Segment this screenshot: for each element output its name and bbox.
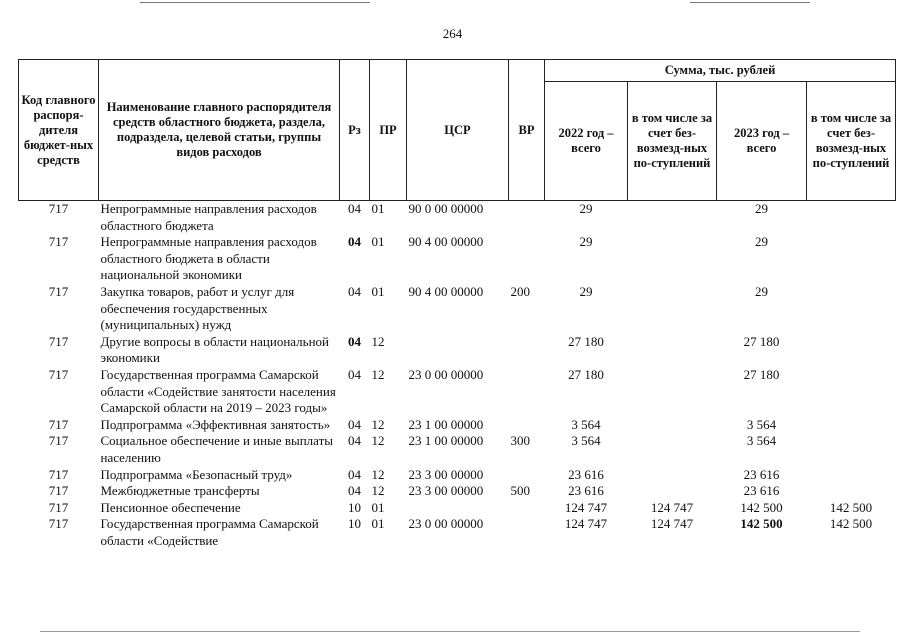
- sum-2022-cell: 27 180: [568, 366, 604, 382]
- code-cell: 717: [48, 283, 69, 299]
- rz-cell: 04: [348, 366, 361, 382]
- sum-2023-grants-cell: 142 500: [829, 516, 873, 532]
- sum-2022-cell: 23 616: [568, 466, 604, 482]
- csr-cell: 23 3 00 00000: [408, 483, 484, 499]
- csr-cell: 23 0 00 00000: [408, 516, 484, 532]
- header-code: Код главного распоря-дителя бюджет-ных средств: [19, 60, 99, 201]
- name-cell: Подпрограмма «Эффективная занятость»: [100, 416, 331, 432]
- sum-2022-cell: 29: [579, 234, 593, 250]
- sum-2022-cell: 23 616: [568, 483, 604, 499]
- name-cell: Межбюджетные трансферты: [100, 483, 260, 499]
- rz-cell: 04: [348, 201, 361, 216]
- sum-2023-cell: 142 500: [740, 499, 783, 515]
- csr-cell: 90 4 00 00000: [408, 234, 484, 250]
- pr-cell: 12: [371, 483, 385, 499]
- csr-cell: 23 1 00 00000: [408, 416, 484, 432]
- rz-cell: 04: [348, 483, 361, 499]
- vr-cell: [509, 334, 545, 367]
- sum-2023-cell: 29: [755, 234, 768, 250]
- pr-cell: 12: [371, 433, 385, 449]
- csr-cell: 23 3 00 00000: [408, 466, 484, 482]
- rz-cell: 04: [348, 433, 361, 449]
- vr-cell: [509, 417, 545, 434]
- header-2023-grants: в том числе за счет без-возмезд-ных по-ступлений: [807, 82, 896, 201]
- vr-cell: 200: [510, 283, 530, 299]
- sum-2022-grants-cell: [628, 467, 717, 484]
- scan-artifact-line: [140, 2, 370, 3]
- header-vr: ВР: [509, 60, 545, 201]
- pr-cell: 12: [371, 333, 385, 349]
- sum-2023-cell: 23 616: [743, 483, 780, 499]
- name-cell: Непрограммные направления расходов областного бюджета: [100, 201, 317, 233]
- name-cell: Непрограммные направления расходов областного бюджета в области национальной экономики: [100, 234, 317, 283]
- sum-2023-grants-cell: [807, 467, 896, 484]
- csr-cell: [407, 334, 509, 367]
- sum-2022-cell: 29: [579, 201, 593, 216]
- sum-2023-cell: 27 180: [743, 366, 780, 382]
- csr-cell: 90 0 00 00000: [408, 201, 484, 216]
- sum-2022-grants-cell: [628, 483, 717, 500]
- code-cell: 717: [48, 333, 69, 349]
- sum-2022-cell: 3 564: [571, 433, 601, 449]
- sum-2023-grants-cell: [807, 234, 896, 284]
- code-cell: 717: [48, 483, 69, 499]
- table-row: [19, 500, 896, 517]
- vr-cell: [509, 500, 545, 517]
- code-cell: 717: [48, 234, 69, 250]
- table-row: [19, 433, 896, 466]
- budget-table: [18, 59, 896, 549]
- name-cell: Государственная программа Самарской области «Содействие занятости населения Самарской области на 2019 – 2023 годы»: [100, 366, 336, 416]
- vr-cell: [509, 467, 545, 484]
- name-cell: Государственная программа Самарской области «Содействие: [100, 516, 319, 548]
- header-name: Наименование главного распорядителя средств областного бюджета, раздела, подраздела, целевой статьи, группы видов расходов: [99, 60, 340, 201]
- code-cell: 717: [48, 416, 69, 432]
- table-row: [19, 483, 896, 500]
- table-row: [19, 367, 896, 417]
- vr-cell: [509, 201, 545, 235]
- rz-cell: 04: [348, 416, 361, 432]
- sum-2022-grants-cell: [628, 234, 717, 284]
- sum-2023-grants-cell: [807, 201, 896, 235]
- vr-cell: 300: [510, 433, 530, 449]
- rz-cell: 04: [348, 283, 361, 299]
- pr-cell: 12: [371, 366, 385, 382]
- sum-2022-grants-cell: [628, 367, 717, 417]
- sum-2022-grants-cell: 124 747: [650, 499, 694, 515]
- sum-2023-grants-cell: [807, 417, 896, 434]
- code-cell: 717: [48, 499, 69, 515]
- sum-2023-cell: 3 564: [746, 433, 777, 449]
- vr-cell: 500: [510, 483, 530, 499]
- header-row: [19, 60, 896, 82]
- table-row: [19, 201, 896, 235]
- scan-artifact-line: [690, 2, 810, 3]
- pr-cell: 01: [371, 499, 385, 515]
- csr-cell: 90 4 00 00000: [408, 283, 484, 299]
- sum-2023-cell: 3 564: [746, 416, 777, 432]
- sum-2022-cell: 3 564: [571, 416, 601, 432]
- code-cell: 717: [48, 201, 69, 216]
- sum-2023-cell: 142 500: [740, 516, 783, 532]
- header-sum: Сумма, тыс. рублей: [545, 60, 896, 82]
- header-2022-total: 2022 год – всего: [545, 82, 628, 201]
- scan-artifact-line: [40, 631, 860, 632]
- pr-cell: 01: [371, 516, 385, 532]
- header-2023-total: 2023 год – всего: [717, 82, 807, 201]
- code-cell: 717: [48, 366, 69, 382]
- name-cell: Социальное обеспечение и иные выплаты населению: [100, 433, 334, 465]
- pr-cell: 01: [371, 201, 385, 216]
- vr-cell: [509, 516, 545, 549]
- rz-cell: 04: [348, 234, 361, 250]
- sum-2023-grants-cell: 142 500: [829, 499, 873, 515]
- sum-2023-cell: 27 180: [743, 333, 780, 349]
- sum-2022-grants-cell: [628, 433, 717, 466]
- name-cell: Закупка товаров, работ и услуг для обеспечения государственных (муниципальных) нужд: [100, 283, 295, 333]
- rz-cell: 10: [348, 516, 361, 532]
- table-row: [19, 234, 896, 284]
- name-cell: Пенсионное обеспечение: [100, 499, 241, 515]
- vr-cell: [509, 367, 545, 417]
- sum-2023-cell: 29: [755, 201, 768, 216]
- sum-2023-grants-cell: [807, 483, 896, 500]
- sum-2023-cell: 23 616: [743, 466, 780, 482]
- csr-cell: [407, 500, 509, 517]
- sum-2022-grants-cell: 124 747: [650, 516, 694, 532]
- sum-2023-cell: 29: [755, 283, 768, 299]
- code-cell: 717: [48, 466, 69, 482]
- code-cell: 717: [48, 516, 69, 532]
- sum-2023-grants-cell: [807, 367, 896, 417]
- pr-cell: 01: [371, 283, 385, 299]
- sum-2022-grants-cell: [628, 284, 717, 334]
- rz-cell: 10: [348, 499, 361, 515]
- table-row: [19, 417, 896, 434]
- csr-cell: 23 1 00 00000: [408, 433, 484, 449]
- table-row: [19, 516, 896, 549]
- table-row: [19, 334, 896, 367]
- header-2022-grants: в том числе за счет без-возмезд-ных по-ступлений: [628, 82, 717, 201]
- rz-cell: 04: [348, 466, 361, 482]
- csr-cell: 23 0 00 00000: [408, 366, 484, 382]
- header-csr: ЦСР: [407, 60, 509, 201]
- header-pr: ПР: [370, 60, 407, 201]
- name-cell: Другие вопросы в области национальной экономики: [100, 333, 329, 366]
- sum-2022-grants-cell: [628, 201, 717, 235]
- sum-2022-cell: 29: [579, 283, 593, 299]
- vr-cell: [509, 234, 545, 284]
- sum-2023-grants-cell: [807, 433, 896, 466]
- sum-2022-cell: 124 747: [564, 516, 608, 532]
- sum-2022-cell: 27 180: [568, 333, 604, 349]
- header-rz: Рз: [340, 60, 370, 201]
- sum-2023-grants-cell: [807, 284, 896, 334]
- code-cell: 717: [48, 433, 69, 449]
- sum-2022-cell: 124 747: [564, 499, 608, 515]
- pr-cell: 12: [371, 466, 385, 482]
- table-row: [19, 467, 896, 484]
- rz-cell: 04: [348, 333, 361, 349]
- pr-cell: 12: [371, 416, 385, 432]
- pr-cell: 01: [371, 234, 385, 250]
- sum-2022-grants-cell: [628, 417, 717, 434]
- name-cell: Подпрограмма «Безопасный труд»: [100, 466, 293, 482]
- table-row: [19, 284, 896, 334]
- sum-2022-grants-cell: [628, 334, 717, 367]
- page-number: 264: [442, 26, 463, 41]
- sum-2023-grants-cell: [807, 334, 896, 367]
